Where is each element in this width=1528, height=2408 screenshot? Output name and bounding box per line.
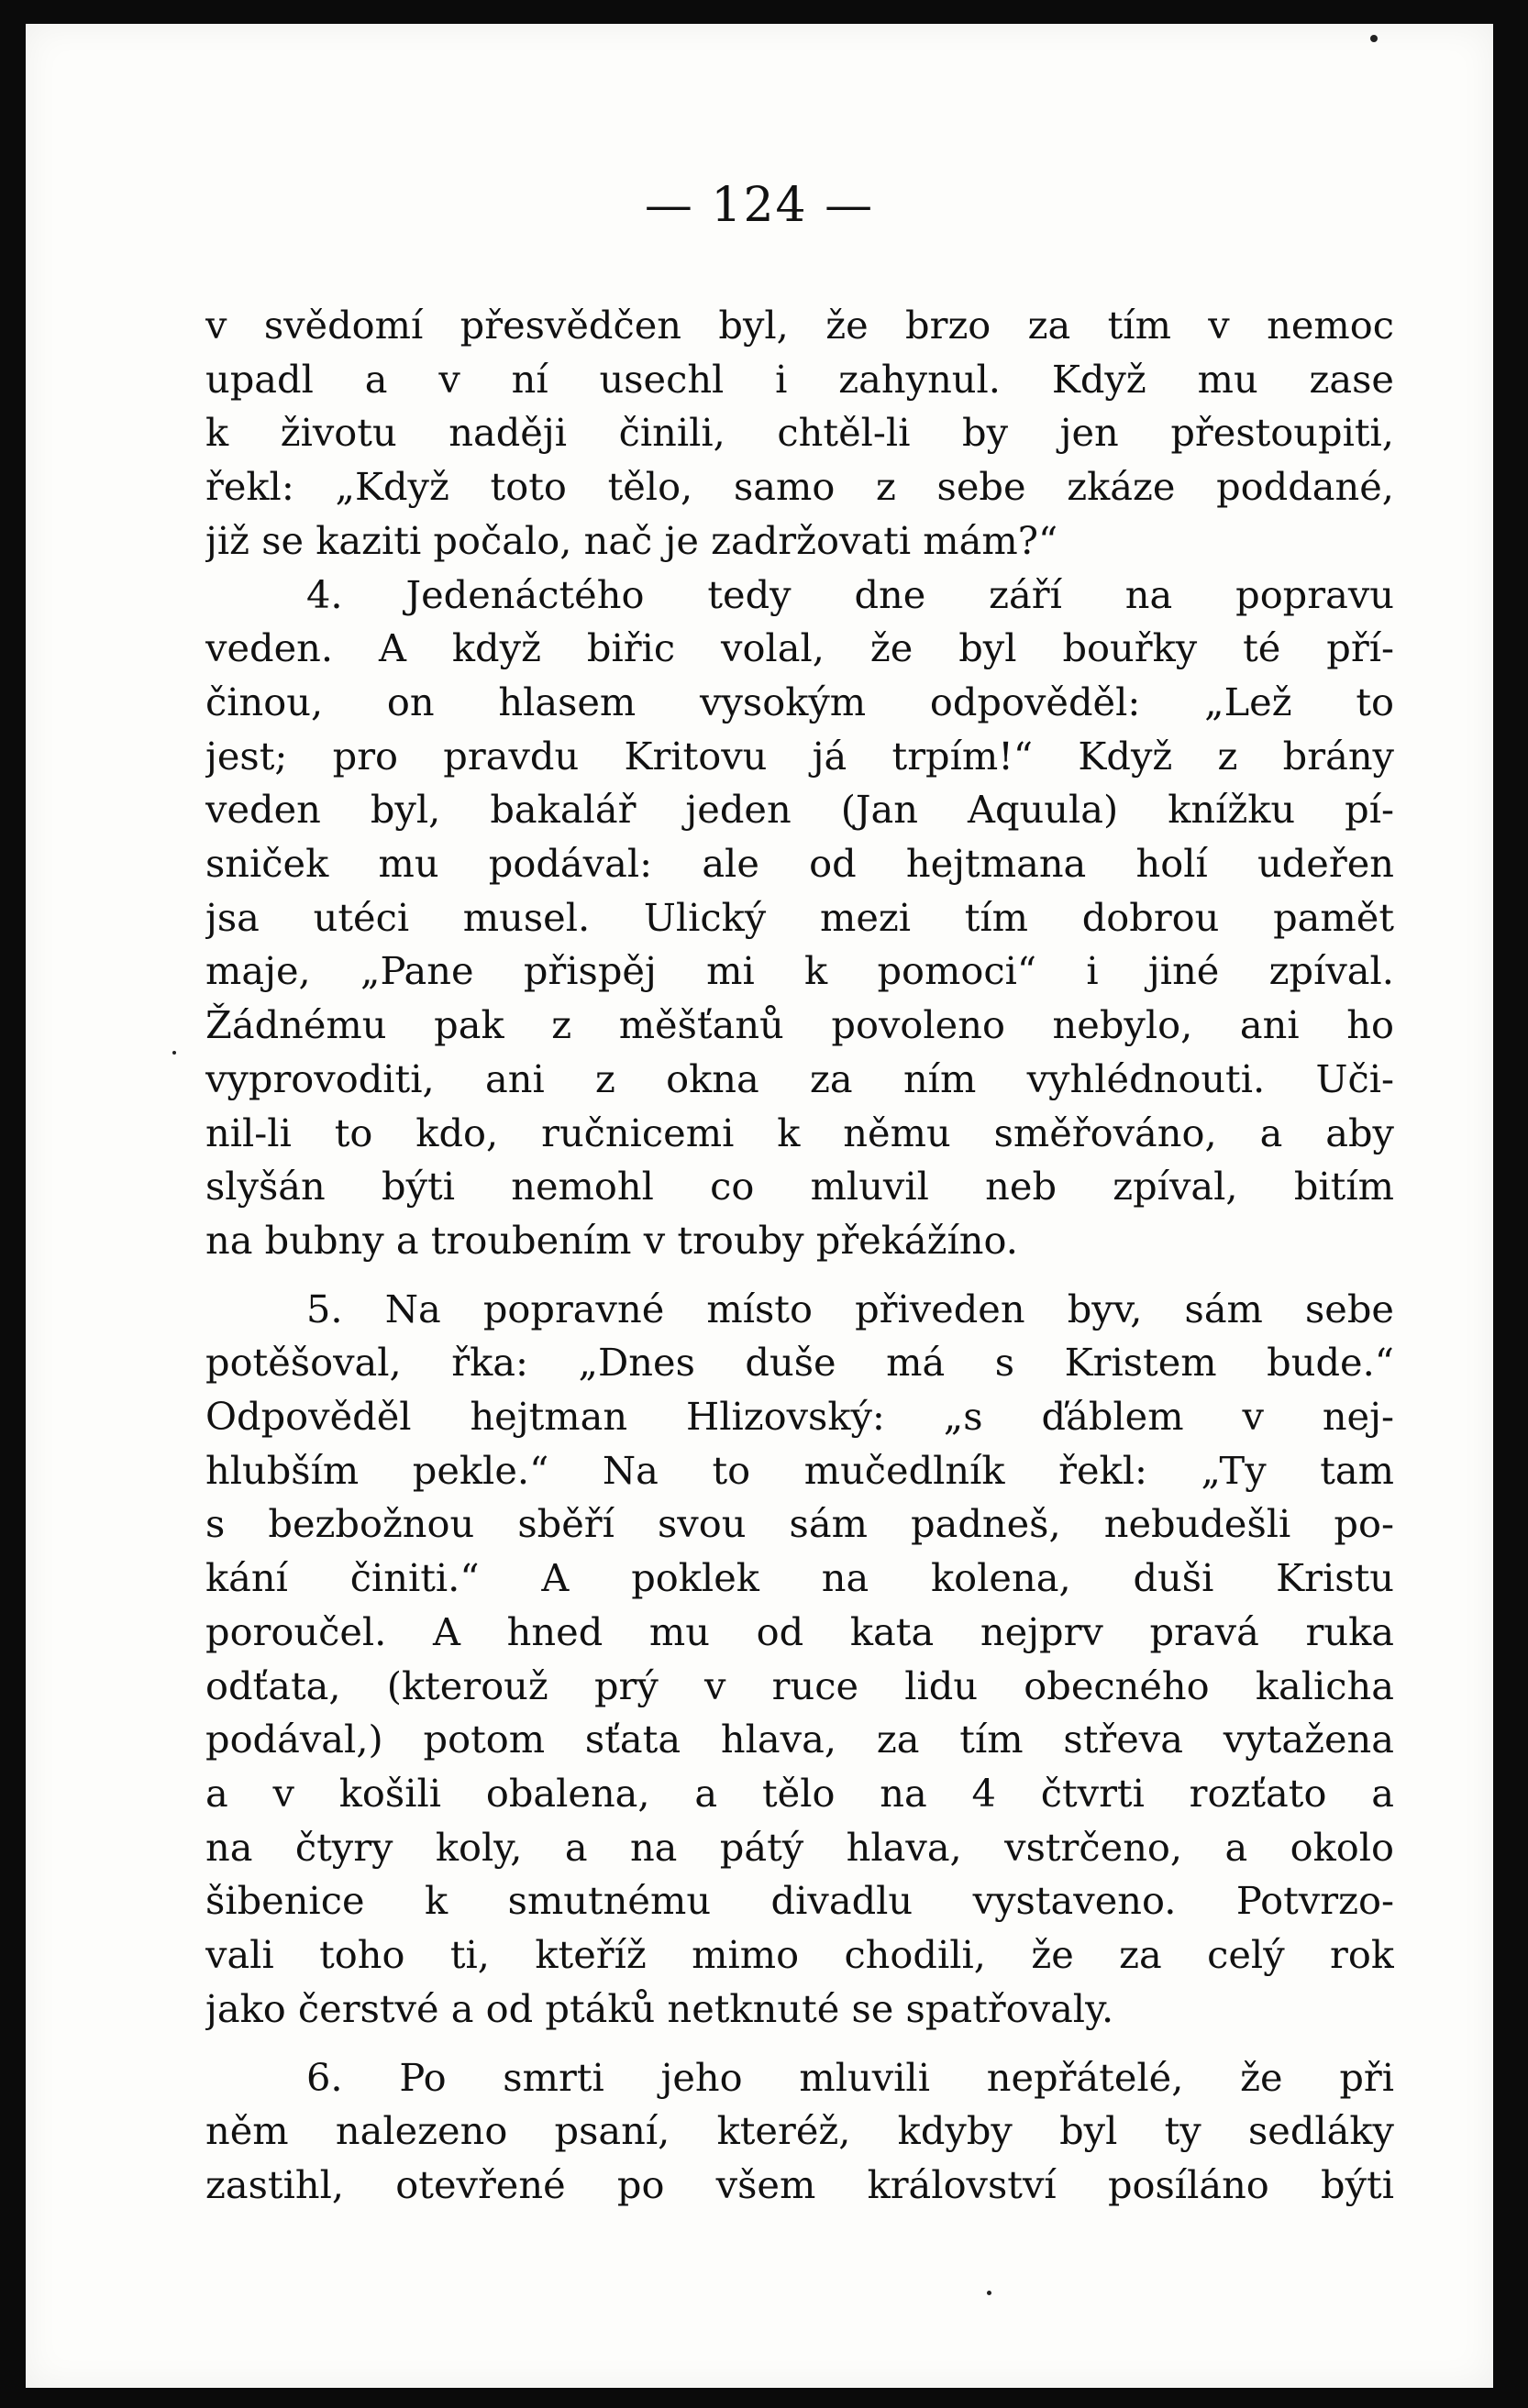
- text-line: jako čerstvé a od ptáků netknuté se spatřovaly.: [205, 1985, 1114, 2031]
- scan-speck: [172, 1051, 176, 1055]
- text-line: zastihl, otevřené po všem království posíláno býti: [205, 2161, 1394, 2207]
- text-line: Žádnému pak z měšťanů povoleno nebylo, ani ho: [205, 1002, 1394, 1048]
- text-line: na bubny a troubením v trouby překážíno.: [205, 1217, 1018, 1263]
- text-line: nil-li to kdo, ručnicemi k němu směřováno, a aby: [205, 1110, 1394, 1155]
- text-line: veden byl, bakalář jeden (Jan Aquula) knížku pí-: [205, 787, 1394, 833]
- text-line: odťata, (kterouž prý v ruce lidu obecného kalicha: [205, 1662, 1394, 1708]
- text-line: něm nalezeno psaní, kteréž, kdyby byl ty sedláky: [205, 2108, 1394, 2154]
- text-line: upadl a v ní usechl i zahynul. Když mu zase: [205, 356, 1394, 402]
- text-line: podával,) potom sťata hlava, za tím střeva vytažena: [205, 1717, 1394, 1762]
- paragraph: [205, 569, 1394, 1268]
- text-line: k životu naději činili, chtěl-li by jen přestoupiti,: [205, 410, 1394, 456]
- text-line: potěšoval, řka: „Dnes duše má s Kristem bude.“: [205, 1340, 1394, 1386]
- text-line: 4. Jedenáctého tedy dne září na popravu: [306, 571, 1394, 617]
- scan-speck: [1370, 35, 1378, 42]
- text-line: vali toho ti, kteříž mimo chodili, že za celý rok: [205, 1932, 1394, 1978]
- book-page: [26, 24, 1493, 2388]
- text-line: veden. A když biřic volal, že byl bouřky té pří-: [205, 625, 1394, 671]
- scan-speck: [987, 2291, 991, 2295]
- text-line: a v košili obalena, a tělo na 4 čtvrti rozťato a: [205, 1770, 1394, 1816]
- text-line: s bezbožnou sběří svou sám padneš, nebudešli po-: [205, 1501, 1394, 1547]
- text-line: kání činiti.“ A poklek na kolena, duši Kristu: [205, 1555, 1394, 1601]
- text-line: jsa utéci musel. Ulický mezi tím dobrou pamět: [205, 894, 1394, 940]
- text-line: v svědomí přesvědčen byl, že brzo za tím v nemoc: [205, 303, 1394, 348]
- paragraph: [205, 2051, 1394, 2213]
- paragraph: [205, 299, 1394, 569]
- text-line: 6. Po smrti jeho mluvili nepřátelé, že při: [306, 2054, 1394, 2100]
- text-line: 5. Na popravné místo přiveden byv, sám sebe: [306, 1286, 1394, 1331]
- paragraph: [205, 1283, 1394, 2037]
- text-line: šibenice k smutnému divadlu vystaveno. Potvrzo-: [205, 1878, 1394, 1924]
- text-line: maje, „Pane přispěj mi k pomoci“ i jiné zpíval.: [205, 948, 1394, 994]
- text-line: jest; pro pravdu Kritovu já trpím!“ Když z brány: [205, 733, 1394, 779]
- body-text: [205, 299, 1394, 2213]
- text-line: poroučel. A hned mu od kata nejprv pravá ruka: [205, 1608, 1394, 1654]
- text-line: slyšán býti nemohl co mluvil neb zpíval, bitím: [205, 1164, 1394, 1210]
- text-line: na čtyry koly, a na pátý hlava, vstrčeno, a okolo: [205, 1824, 1394, 1870]
- text-line: Odpověděl hejtman Hlizovský: „s ďáblem v nej-: [205, 1394, 1394, 1440]
- text-line: již se kaziti počalo, nač je zadržovati mám?“: [205, 517, 1058, 563]
- page-number: — 124 —: [644, 178, 875, 233]
- text-line: hlubším pekle.“ Na to mučedlník řekl: „Ty tam: [205, 1447, 1394, 1493]
- text-line: činou, on hlasem vysokým odpověděl: „Lež to: [205, 679, 1394, 724]
- text-line: řekl: „Když toto tělo, samo z sebe zkáze poddané,: [205, 464, 1394, 510]
- text-line: vyprovoditi, ani z okna za ním vyhlédnouti. Uči-: [205, 1055, 1394, 1101]
- text-line: sniček mu podával: ale od hejtmana holí udeřen: [205, 841, 1394, 887]
